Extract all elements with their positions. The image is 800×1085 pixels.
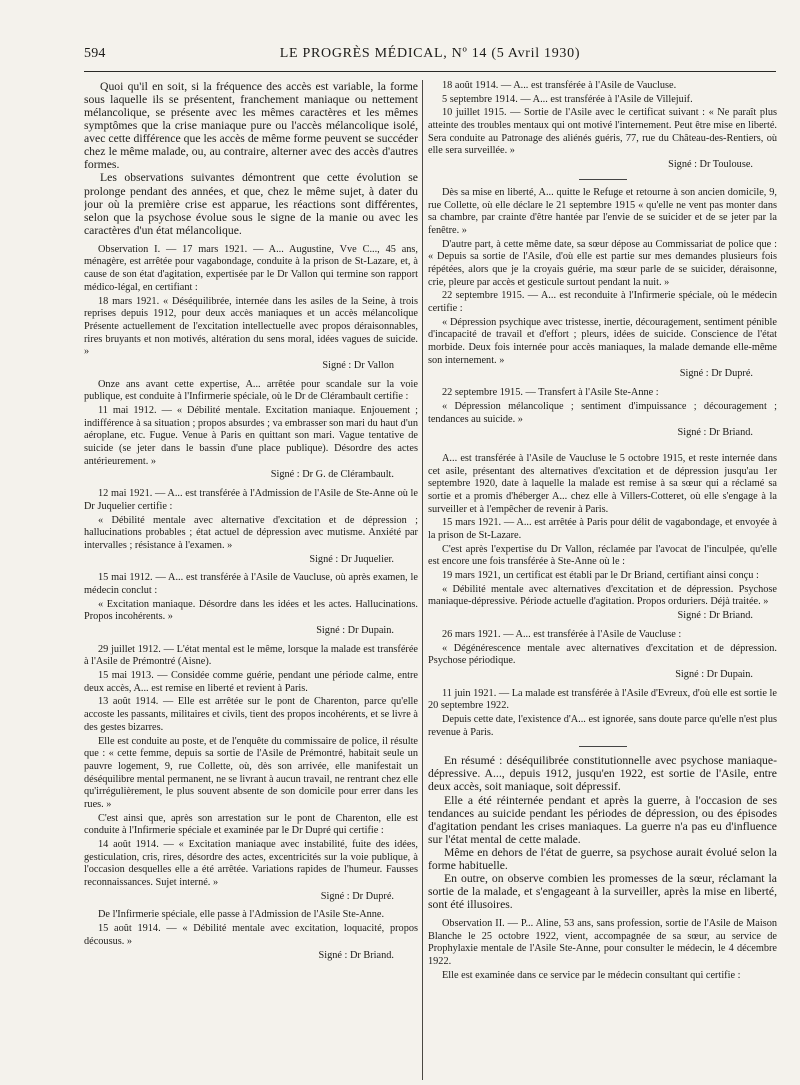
header-rule	[84, 71, 776, 72]
observation-paragraph: 18 mars 1921. « Déséquilibrée, internée dans les asiles de la Seine, à trois reprises depuis 1912, pour deux accès maniaques et un accès mélancolique Présente actuellement de l'excitation intellectuelle avec propos déraisonnables, rires bruyants et non motivés, altération du sens moral, idées vagues de suicide. »	[84, 295, 418, 358]
observation-paragraph: 22 septembre 1915. — A... est reconduite à l'Infirmerie spéciale, où le médecin certifie :	[428, 290, 777, 314]
observation-paragraph: « Dégénérescence mentale avec alternatives d'excitation et de dépression. Psychose périodique.	[428, 642, 777, 667]
signature-line: Signé : Dr Dupain.	[316, 625, 394, 636]
body-paragraph: En outre, on observe combien les promesses de la sœur, réclamant la sortie de la malade, et s'engageant à la surveiller, après la mise en liberté, sont été illusoires.	[428, 871, 777, 911]
observation-paragraph: 11 mai 1912. — « Débilité mentale. Excitation maniaque. Enjouement ; indifférence à sa situation ; propos absurdes ; va embrasser son mari du haut d'un aéroplane, etc. Fugue. Venue à Paris en quittant son mari. Vague tentative de suicide (se jeter dans le bassin d'une place publique). Désordre des actes antérieurement. »	[84, 405, 418, 467]
observation-paragraph: C'est après l'expertise du Dr Vallon, réclamée par l'avocat de l'inculpée, qu'elle est encore une fois transférée à Ste-Anne où le :	[428, 543, 777, 568]
body-paragraph: Les observations suivantes démontrent que cette évolution se prolonge pendant des années, et que, chez le même sujet, à dater du jour où la première crise est apparue, les réactions sont différentes, selon que la psychose évolue sous le signe de la manie ou avec les caractères d'un état mélancolique.	[84, 171, 418, 237]
observation-paragraph: C'est ainsi que, après son arrestation sur le pont de Charenton, elle est conduite à l'Infirmerie spéciale et examinée par le Dr Dupré qui certifie :	[84, 812, 418, 837]
observation-paragraph: 13 août 1914. — Elle est arrêtée sur le pont de Charenton, parce qu'elle accoste les passants, militaires et civils, tient des propos incohérents, et se livre à des gestes bizarres.	[84, 696, 418, 733]
page-number: 594	[84, 46, 106, 61]
column-divider	[422, 80, 423, 1080]
observation-paragraph: 10 juillet 1915. — Sortie de l'Asile avec le certificat suivant : « Ne paraît plus atteinte des troubles mentaux qui ont motivé l'internement. Peut être mise en liberté. Sera conduite au Patronage des aliénés guéris, 77, rue du Château-des-Rentiers, où elle sera surveillée. »	[428, 107, 777, 157]
signature-line: Signé : Dr Dupré.	[320, 890, 394, 902]
observation-paragraph: « Débilité mentale avec alternative d'excitation et de dépression ; hallucinations probables ; état actuel de dépression avec mutisme. Anxiété par intervalles ; résistance à l'examen. »	[84, 514, 418, 551]
body-paragraph: Quoi qu'il en soit, si la fréquence des accès est variable, la forme sous laquelle ils se présentent, franchement maniaque ou nettement mélancolique, se présente avec les mêmes caractères et les mêmes symptômes que la crise maniaque pure ou l'accès mélancolique isolé, avec cette différence que les accès de même forme peuvent se succéder chez le même malade, ou, au contraire, alterner avec des accès d'autres formes.	[84, 80, 418, 172]
signature-line: Signé : Dr G. de Clérambault.	[270, 469, 394, 481]
observation-paragraph: 5 septembre 1914. — A... est transférée à l'Asile de Villejuif.	[442, 93, 693, 105]
signature-line: Signé : Dr Juquelier.	[309, 553, 394, 565]
body-paragraph: En résumé : déséquilibrée constitutionnelle avec psychose maniaque-dépressive. A..., depuis 1912, jusqu'en 1922, est sortie de l'Asile, entre deux accès, soit maniaque, soit dépressif.	[428, 754, 777, 794]
signature-line: Signé : Dr Briand.	[677, 427, 753, 439]
body-paragraph: Elle a été réinternée pendant et après la guerre, à l'occasion de ses tendances au suicide pendant les périodes de dépression, ou des épisodes d'agitation pendant les crises maniaques. La guerre n'a pas eu d'influence sur l'état mental de cette malade.	[428, 793, 777, 846]
observation-paragraph: « Excitation maniaque. Désordre dans les idées et les actes. Hallucinations. Propos incohérents. »	[84, 598, 418, 623]
observation-paragraph: Elle est conduite au poste, et de l'enquête du commissaire de police, il résulte que : « cette femme, depuis sa sortie de l'Asile de Prémontré, habitait seule un pauvre logement, 9, rue Collette, où, dès son arrivée, elle manifestait un déséquilibre mental permanent, ne se livrant à aucun travail, ne rentrant chez elle qu'irrégulièrement, le plus souvent absente de son domicile pour errer dans les rues. »	[84, 735, 418, 810]
signature-line: Signé : Dr Toulouse.	[668, 159, 753, 171]
body-paragraph: Même en dehors de l'état de guerre, sa psychose aurait évolué selon la forme habituelle.	[428, 845, 777, 872]
spacer	[428, 911, 777, 918]
observation-paragraph: D'autre part, à cette même date, sa sœur dépose au Commissariat de police que : « Depuis sa sortie de l'Asile, d'où elle est partie sur mes demandes plusieurs fois répétées, alors que je la croyais guérie, ma sœur parle de se suicider, déraisonne, crie, pleure par accès et gesticule surtout pendant la nuit. »	[428, 238, 777, 288]
spacer	[84, 237, 418, 244]
section-separator	[579, 179, 627, 180]
signature-line: Signé : Dr Briand.	[318, 949, 394, 961]
observation-paragraph: 18 août 1914. — A... est transférée à l'Asile de Vaucluse.	[442, 80, 677, 91]
signature-line: Signé : Dr Briand.	[677, 610, 753, 622]
observation-paragraph: Dès sa mise en liberté, A... quitte le Refuge et retourne à son ancien domicile, 9, rue Collette, où elle déclare le 21 septembre 1915 « qu'elle ne vent pas monter dans sa chambre, par crainte d'être hantée par l'envie de se suicider et de se jeter par la fenêtre. »	[428, 186, 777, 236]
observation-paragraph: 14 août 1914. — « Excitation maniaque avec instabilité, fuite des idées, gesticulation, cris, rires, désordre des actes, excentricités sur la voie publique, à l'occasion desquelles elle a été arrêtée. Variations rapides de l'humeur. Fausses reconnaissances. Sujet interné. »	[84, 839, 418, 889]
observation-paragraph: 11 juin 1921. — La malade est transférée à l'Asile d'Evreux, d'où elle est sortie le 20 septembre 1922.	[428, 687, 777, 712]
journal-title: LE PROGRÈS MÉDICAL, Nº 14 (5 Avril 1930)	[279, 46, 581, 61]
page-header	[84, 46, 776, 70]
signature-line: Signé : Dr Dupré.	[679, 368, 753, 380]
observation-paragraph: 22 septembre 1915. — Transfert à l'Asile Ste-Anne :	[442, 387, 659, 399]
signature-line: Signé : Dr Dupain.	[675, 668, 753, 680]
observation-paragraph: Onze ans avant cette expertise, A... arrêtée pour scandale sur la voie publique, est conduite à l'Infirmerie spéciale, où le Dr de Clérambault certifie :	[84, 378, 418, 403]
observation-paragraph: 15 mai 1912. — A... est transférée à l'Asile de Vaucluse, où après examen, le médecin conclut :	[84, 572, 418, 596]
observation-paragraph: Depuis cette date, l'existence d'A... est ignorée, sans doute parce qu'elle n'est plus revenue à Paris.	[428, 713, 777, 738]
observation-paragraph: 29 juillet 1912. — L'état mental est le même, lorsque la malade est transférée à l'Asile de Prémontré (Aisne).	[84, 643, 418, 668]
observation-paragraph: 19 mars 1921, un certificat est établi par le Dr Briand, certifiant ainsi conçu :	[442, 570, 759, 582]
spacer	[428, 446, 777, 453]
observation-paragraph: « Dépression psychique avec tristesse, inertie, découragement, sentiment pénible d'incapacité de travail et d'effort ; pleurs, idées de suicide. Conscience de l'état morbide. Deux fois internée pour accès maniaques, la malade demande elle-même son internement. »	[428, 316, 777, 366]
observation-paragraph: 15 mai 1913. — Considée comme guérie, pendant une période calme, entre deux accès, A... est remise en liberté et revient à Paris.	[84, 670, 418, 694]
observation-paragraph: Observation II. — P... Aline, 53 ans, sans profession, sortie de l'Asile de Maison Blanche le 25 octobre 1922, vient, accompagnée de sa sœur, au service de Prophylaxie mentale de l'Asile Ste-Anne, pour consulter le médecin, le 4 décembre 1922.	[428, 918, 777, 968]
observation-paragraph: « Dépression mélancolique ; sentiment d'impuissance ; découragement ; tendances au suicide. »	[428, 400, 777, 425]
right-column	[428, 80, 777, 1080]
observation-paragraph: A... est transférée à l'Asile de Vaucluse le 5 octobre 1915, et reste internée dans cet asile, présentant des alternatives d'excitation et de dépression jusqu'au 1er septembre 1920, date à laquelle la malade est remise à sa sœur qui a réclamé sa sortie et a promis d'héberger A... chez elle à Villers-Cotteret, où elle s'engage à la surveiller et à l'empêcher de revenir à Paris.	[428, 452, 777, 515]
observation-paragraph: Observation I. — 17 mars 1921. — A... Augustine, Vve C..., 45 ans, ménagère, est arrêtée pour vagabondage, conduite à la prison de St-Lazare, et, à cause de son état d'agitation, expertisée par le Dr Vallon qui termine son rapport médico-légal, en certifiant :	[84, 243, 418, 293]
observation-paragraph: 15 mars 1921. — A... est arrêtée à Paris pour délit de vagabondage, et envoyée à la prison de St-Lazare.	[428, 517, 777, 541]
observation-paragraph: 12 mai 1921. — A... est transférée à l'Admission de l'Asile de Ste-Anne où le Dr Juquelier certifie :	[84, 488, 418, 512]
signature-line: Signé : Dr Vallon	[322, 359, 394, 371]
observation-paragraph: 15 août 1914. — « Débilité mentale avec excitation, loquacité, propos décousus. »	[84, 923, 418, 947]
observation-paragraph: 26 mars 1921. — A... est transférée à l'Asile de Vaucluse :	[442, 628, 682, 640]
section-separator	[579, 746, 627, 747]
observation-paragraph: Elle est examinée dans ce service par le médecin consultant qui certifie :	[442, 969, 741, 981]
observation-paragraph: « Débilité mentale avec alternatives d'excitation et de dépression. Psychose maniaque-dépressive. Période actuelle d'agitation. Propos orduriers. Déjà traitée. »	[428, 583, 777, 608]
observation-paragraph: De l'Infirmerie spéciale, elle passe à l'Admission de l'Asile Ste-Anne.	[98, 909, 385, 921]
left-column	[84, 80, 418, 1080]
